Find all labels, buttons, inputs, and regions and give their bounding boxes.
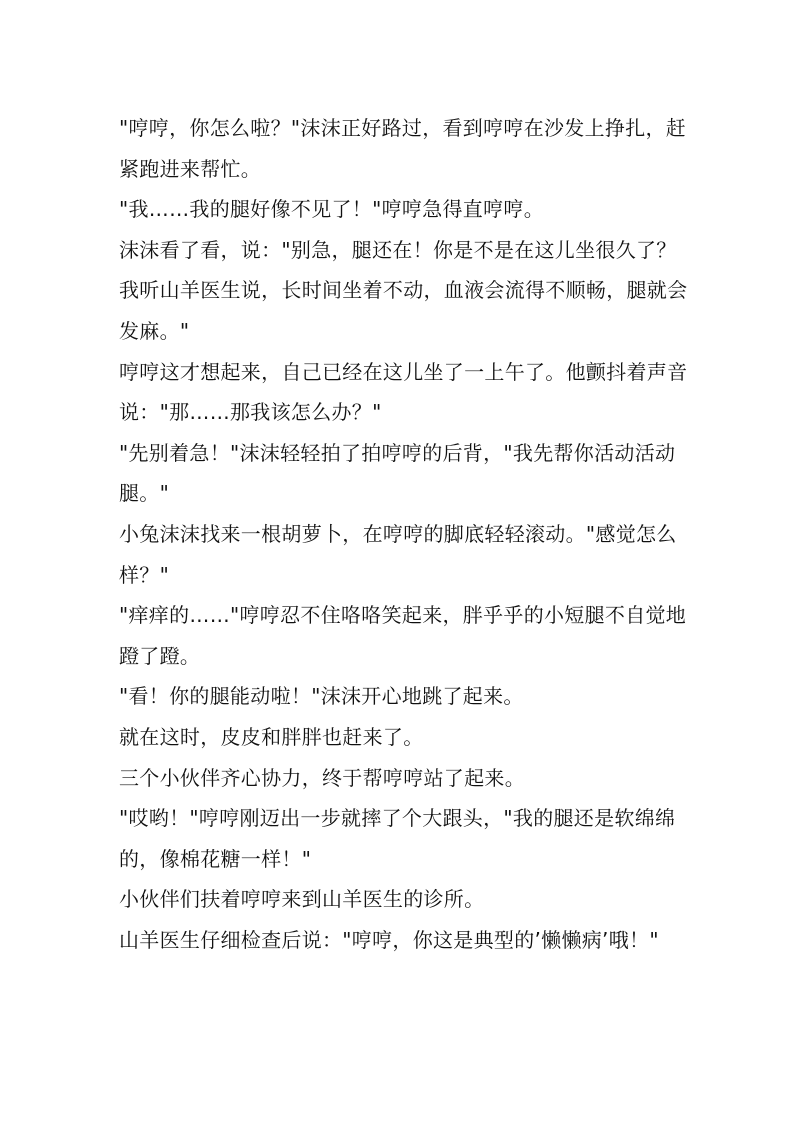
paragraph-12: 小伙伴们扶着哼哼来到山羊医生的诊所。 [119,887,485,912]
paragraph-6: 小兔沫沫找来一根胡萝卜，在哼哼的脚底轻轻滚动。"感觉怎么样？" [119,521,677,587]
paragraph-11: "哎哟！"哼哼刚迈出一步就摔了个大跟头，"我的腿还是软绵绵的，像棉花糖一样！" [119,806,676,871]
paragraph-4: 哼哼这才想起来，自己已经在这儿坐了一上午了。他颤抖着声音说："那……那我该怎么办？" [119,359,688,425]
paragraph-7: "痒痒的……"哼哼忍不住咯咯笑起来，胖乎乎的小短腿不自觉地蹬了蹬。 [119,603,687,668]
paragraph-9: 就在这时，皮皮和胖胖也赶来了。 [119,724,424,749]
paragraph-1: "哼哼，你怎么啦？"沫沫正好路过，看到哼哼在沙发上挣扎，赶紧跑进来帮忙。 [119,116,687,181]
paragraph-10: 三个小伙伴齐心协力，终于帮哼哼站了起来。 [119,765,525,790]
paragraph-8: "看！你的腿能动啦！"沫沫开心地跳了起来。 [119,684,524,709]
paragraph-3: 沫沫看了看，说："别急，腿还在！你是不是在这儿坐很久了？我听山羊医生说，长时间坐着不动，血液会流得不顺畅，腿就会发麻。" [119,237,688,343]
paragraph-2: "我……我的腿好像不见了！"哼哼急得直哼哼。 [119,197,544,222]
paragraph-13: 山羊医生仔细检查后说："哼哼，你这是典型的’懒懒病’哦！" [119,927,659,952]
paragraph-5: "先别着急！"沫沫轻轻拍了拍哼哼的后背，"我先帮你活动活动腿。" [119,440,676,506]
story-text [119,108,689,960]
